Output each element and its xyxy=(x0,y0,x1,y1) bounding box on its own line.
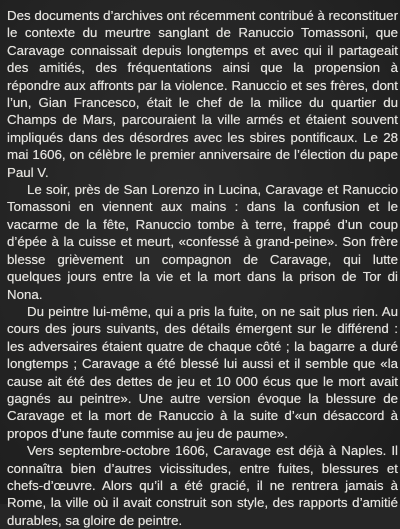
paragraph-4: Vers septembre-octobre 1606, Caravage est déjà à Naples. Il connaîtra bien d’autres vicissitudes, entre fuites, blessures et chefs-d’œuvre. Alors qu’il a été gracié, il ne rentrera jamais à Rome, la ville où il avait construit son style, des rapports d’amitié durables, sa gloire de peintre. xyxy=(7,443,398,528)
paragraph-1: Des documents d’archives ont récemment contribué à reconstituer le contexte du meurtre sanglant de Ranuccio Tomassoni, que Caravage connaissait depuis longtemps et avec qui il partageait des amitiés, des fréquentations ainsi que la propension à répondre aux affronts par la violence. Ranuccio et ses frères, dont l’un, Gian Francesco, était le chef de la milice du quartier du Champs de Mars, parcouraient la ville armés et étaient souvent impliqués dans des désordres avec les sbires pontificaux. Le 28 mai 1606, on célèbre le premier anniversaire de l’élection du pape Paul V. xyxy=(7,8,398,180)
paragraph-2: Le soir, près de San Lorenzo in Lucina, Caravage et Ranuccio Tomassoni en viennent aux mains : dans la confusion et le vacarme de la fête, Ranuccio tombe à terre, frappé d’un coup d’épée à la cuisse et meurt, «confessé à grand-peine». Son frère blesse grièvement un compagnon de Caravage, qui lutte quelques jours entre la vie et la mort dans la prison de Tor di Nona. xyxy=(7,182,398,302)
paragraph-3: Du peintre lui-même, qui a pris la fuite, on ne sait plus rien. Au cours des jours suivants, des détails émergent sur le différend : les adversaires étaient quatre de chaque côté ; la bagarre a duré longtemps ; Caravage a été blessé lui aussi et il semble que «la cause ait été des dettes de jeu et 10 000 écus que le mort avait gagnés au peintre». Une autre version évoque la blessure de Caravage et la mort de Ranuccio à la suite d’«un désaccord à propos d’une faute commise au jeu de paume». xyxy=(7,303,398,441)
document-body xyxy=(7,7,398,529)
